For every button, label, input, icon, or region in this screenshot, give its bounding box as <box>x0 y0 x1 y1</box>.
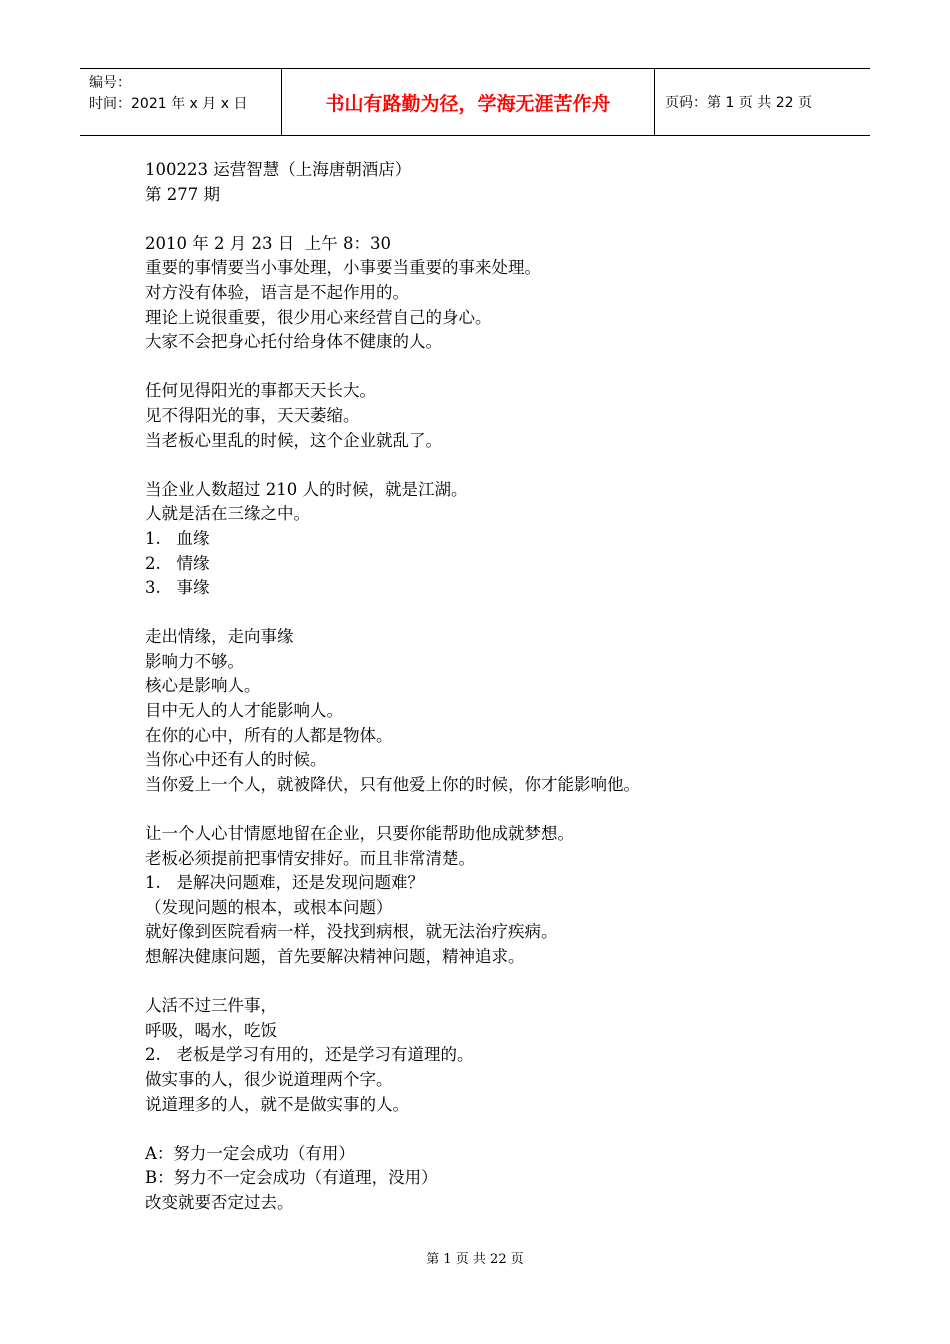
blank-line <box>145 355 845 380</box>
date-label: 时间：2021 年 x 月 x 日 <box>89 96 248 112</box>
page-label: 页码：第 1 页 共 22 页 <box>665 95 812 111</box>
text-line: 目中无人的人才能影响人。 <box>145 701 343 721</box>
text-line: 呼吸，喝水，吃饭 <box>145 1020 277 1040</box>
text-line: 人活不过三件事， <box>145 996 277 1016</box>
text-line: 理论上说很重要，很少用心来经营自己的身心。 <box>145 307 492 327</box>
blank-line <box>145 601 845 626</box>
text-line: 3. 事缘 <box>145 578 210 598</box>
text-line: 说道理多的人，就不是做实事的人。 <box>145 1094 409 1114</box>
text-line: 见不得阳光的事，天天萎缩。 <box>145 405 360 425</box>
blank-line <box>145 797 845 822</box>
header-info-cell <box>80 69 282 135</box>
text-line: B：努力不一定会成功（有道理，没用） <box>145 1168 438 1188</box>
text-line: 1. 是解决问题难，还是发现问题难？ <box>145 873 424 893</box>
text-line: 人就是活在三缘之中。 <box>145 504 310 524</box>
text-line: 1. 血缘 <box>145 528 210 548</box>
text-line: 任何见得阳光的事都天天长大。 <box>145 381 376 401</box>
text-line: （发现问题的根本，或根本问题） <box>145 897 393 917</box>
text-line: 2. 老板是学习有用的，还是学习有道理的。 <box>145 1045 474 1065</box>
text-line: 当你爱上一个人，就被降伏，只有他爱上你的时候，你才能影响他。 <box>145 774 640 794</box>
text-line: 让一个人心甘情愿地留在企业，只要你能帮助他成就梦想。 <box>145 824 574 844</box>
text-line: 当企业人数超过 210 人的时候，就是江湖。 <box>145 479 468 499</box>
text-line: 做实事的人，很少说道理两个字。 <box>145 1069 393 1089</box>
text-line: 重要的事情要当小事处理，小事要当重要的事来处理。 <box>145 258 541 278</box>
text-line: 对方没有体验，语言是不起作用的。 <box>145 282 409 302</box>
text-line: 2. 情缘 <box>145 553 210 573</box>
text-line: 核心是影响人。 <box>145 676 261 696</box>
document-body <box>145 158 845 1216</box>
text-line: 走出情缘，走向事缘 <box>145 627 294 647</box>
text-line: 当你心中还有人的时候。 <box>145 750 327 770</box>
text-line: 2010 年 2 月 23 日 上午 8：30 <box>145 233 391 253</box>
blank-line <box>145 1117 845 1142</box>
text-line: 大家不会把身心托付给身体不健康的人。 <box>145 332 442 352</box>
blank-line <box>145 207 845 232</box>
header-motto-cell <box>282 69 655 135</box>
text-line: 在你的心中，所有的人都是物体。 <box>145 725 393 745</box>
blank-line <box>145 453 845 478</box>
text-line: 老板必须提前把事情安排好。而且非常清楚。 <box>145 848 475 868</box>
blank-line <box>145 970 845 995</box>
text-line: 想解决健康问题，首先要解决精神问题，精神追求。 <box>145 947 525 966</box>
motto-text: 书山有路勤为径，学海无涯苦作舟 <box>325 92 611 115</box>
footer-page-number: 第 1 页 共 22 页 <box>426 1252 524 1267</box>
text-line: 影响力不够。 <box>145 651 244 671</box>
document-header <box>80 68 870 136</box>
text-line: 当老板心里乱的时候，这个企业就乱了。 <box>145 430 442 450</box>
text-line: 就好像到医院看病一样，没找到病根，就无法治疗疾病。 <box>145 922 558 942</box>
page-footer <box>0 1248 950 1267</box>
text-line: A：努力一定会成功（有用） <box>145 1143 355 1163</box>
header-page-cell <box>655 69 870 135</box>
text-line: 第 277 期 <box>145 184 220 204</box>
number-label: 编号： <box>89 75 131 91</box>
text-line: 改变就要否定过去。 <box>145 1192 294 1212</box>
text-line: 100223 运营智慧（上海唐朝酒店） <box>145 160 412 179</box>
